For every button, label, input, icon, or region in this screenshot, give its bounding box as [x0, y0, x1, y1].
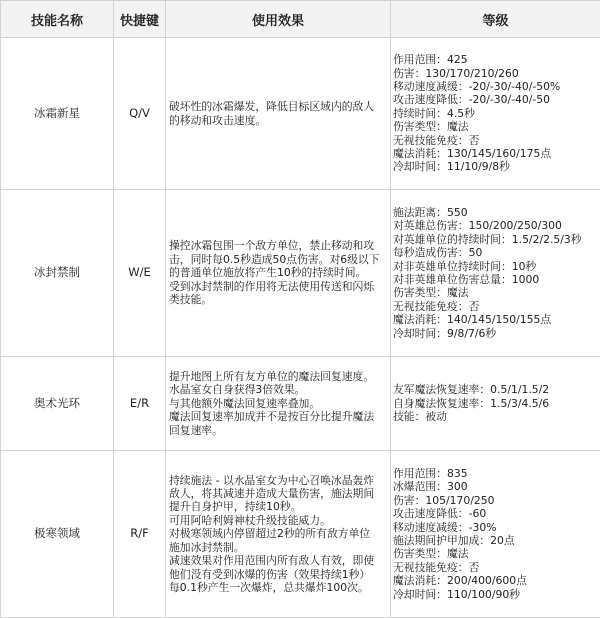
effect-line: 敌人，将其减速并造成大量伤害，施法期间 [169, 487, 386, 500]
skill-hotkey: W/E [114, 190, 166, 357]
level-stat-line: 伤害：105/170/250 [393, 494, 598, 507]
level-stat-line: 无视技能免疫：否 [393, 134, 598, 147]
level-stat-line: 技能：被动 [393, 410, 598, 423]
header-effect: 使用效果 [166, 1, 391, 38]
table-row [1, 357, 600, 451]
effect-line: 减速效果对作用范围内所有敌人有效，即使 [169, 554, 386, 567]
level-stat-line: 作用范围：835 [393, 467, 598, 480]
skill-effect [166, 357, 391, 451]
level-stat-line: 冷却时间：11/10/9/8秒 [393, 160, 598, 173]
level-stat-line: 攻击速度降低：-60 [393, 507, 598, 520]
level-stat-line: 对非英雄单位持续时间：10秒 [393, 260, 598, 273]
effect-line: 每0.1秒产生一次爆炸，总共爆炸100次。 [169, 581, 386, 594]
level-stat-line: 移动速度减缓：-20/-30/-40/-50% [393, 80, 598, 93]
effect-line: 的移动和攻击速度。 [169, 114, 386, 127]
level-stat-line: 无视技能免疫：否 [393, 300, 598, 313]
skill-level-stats [391, 451, 600, 618]
level-stat-line: 每秒造成伤害：50 [393, 246, 598, 259]
effect-line: 可用阿哈利姆神杖升级技能威力。 [169, 514, 386, 527]
table-row [1, 38, 600, 190]
level-stat-line: 伤害类型：魔法 [393, 120, 598, 133]
skill-effect [166, 38, 391, 190]
level-stat-line: 友军魔法恢复速率：0.5/1/1.5/2 [393, 383, 598, 396]
skill-effect [166, 190, 391, 357]
effect-line: 受到冰封禁制的作用将无法使用传送和闪烁 [169, 280, 386, 293]
skill-name: 冰霜新星 [1, 38, 114, 190]
level-stat-line: 冰爆范围：300 [393, 480, 598, 493]
effect-line: 与其他额外魔法回复速率叠加。 [169, 397, 386, 410]
level-stat-line: 自身魔法恢复速率：1.5/3/4.5/6 [393, 397, 598, 410]
skill-hotkey: R/F [114, 451, 166, 618]
level-stat-line: 冷却时间：9/8/7/6秒 [393, 327, 598, 340]
effect-line: 的普通单位施放将产生10秒的持续时间。 [169, 266, 386, 279]
skill-name: 极寒领域 [1, 451, 114, 618]
skill-level-stats [391, 38, 600, 190]
effect-line: 提升自身护甲，持续10秒。 [169, 500, 386, 513]
level-stat-line: 伤害类型：魔法 [393, 286, 598, 299]
effect-line: 击，同时每0.5秒造成50点伤害。对6级以下 [169, 253, 386, 266]
effect-line: 破坏性的冰霜爆发，降低目标区域内的敌人 [169, 100, 386, 113]
skill-name: 奥术光环 [1, 357, 114, 451]
level-stat-line: 施法期间护甲加成：20点 [393, 534, 598, 547]
skill-level-stats [391, 190, 600, 357]
header-hotkey: 快捷键 [114, 1, 166, 38]
level-stat-line: 伤害类型：魔法 [393, 547, 598, 560]
level-stat-line: 无视技能免疫：否 [393, 561, 598, 574]
header-skill-name: 技能名称 [1, 1, 114, 38]
skill-hotkey: Q/V [114, 38, 166, 190]
level-stat-line: 施法距离：550 [393, 206, 598, 219]
effect-line: 操控冰霜包围一个敌方单位，禁止移动和攻 [169, 239, 386, 252]
level-stat-line: 持续时间：4.5秒 [393, 107, 598, 120]
effect-line: 魔法回复速率加成并不是按百分比提升魔法 [169, 410, 386, 423]
effect-line: 他们没有受到冰爆的伤害（效果持续1秒） [169, 568, 386, 581]
table-row [1, 451, 600, 618]
effect-line: 水晶室女自身获得3倍效果。 [169, 383, 386, 396]
effect-line: 对极寒领域内停留超过2秒的所有敌方单位 [169, 527, 386, 540]
level-stat-line: 对非英雄单位伤害总量：1000 [393, 273, 598, 286]
effect-line: 类技能。 [169, 293, 386, 306]
level-stat-line: 作用范围：425 [393, 53, 598, 66]
header-level: 等级 [391, 1, 600, 38]
skill-effect [166, 451, 391, 618]
header-row [1, 1, 600, 38]
skill-level-stats [391, 357, 600, 451]
table-row [1, 190, 600, 357]
level-stat-line: 魔法消耗：200/400/600点 [393, 574, 598, 587]
level-stat-line: 移动速度减缓：-30% [393, 521, 598, 534]
level-stat-line: 伤害：130/170/210/260 [393, 67, 598, 80]
level-stat-line: 对英雄单位的持续时间：1.5/2/2.5/3秒 [393, 233, 598, 246]
effect-line: 回复速率。 [169, 424, 386, 437]
effect-line: 持续施法 - 以水晶室女为中心召唤冰晶轰炸 [169, 474, 386, 487]
level-stat-line: 冷却时间：110/100/90秒 [393, 588, 598, 601]
level-stat-line: 攻击速度降低：-20/-30/-40/-50 [393, 93, 598, 106]
level-stat-line: 对英雄总伤害：150/200/250/300 [393, 219, 598, 232]
effect-line: 提升地图上所有友方单位的魔法回复速度。 [169, 370, 386, 383]
skill-hotkey: E/R [114, 357, 166, 451]
skill-name: 冰封禁制 [1, 190, 114, 357]
effect-line: 施加冰封禁制。 [169, 541, 386, 554]
level-stat-line: 魔法消耗：130/145/160/175点 [393, 147, 598, 160]
level-stat-line: 魔法消耗：140/145/150/155点 [393, 313, 598, 326]
